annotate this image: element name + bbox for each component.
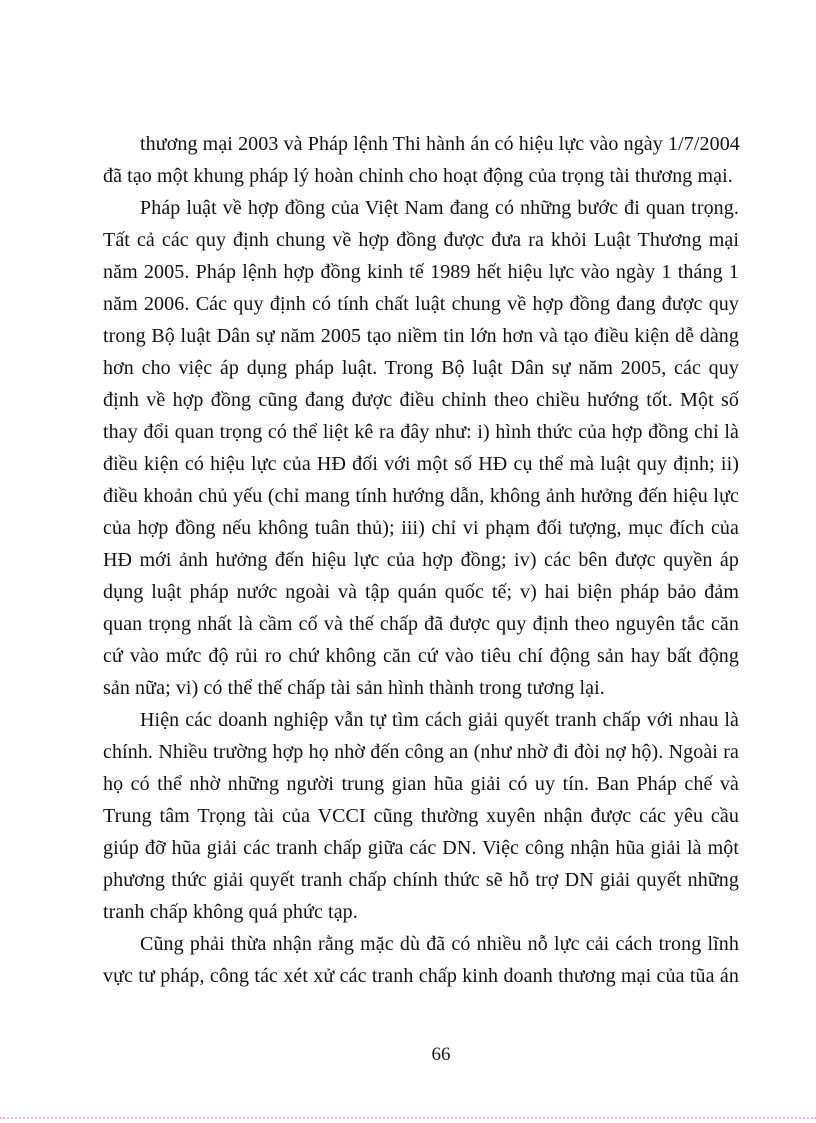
text-line: chính. Nhiều trường hợp họ nhờ đến công an (như nhờ đi đòi nợ hộ). Ngoài ra xyxy=(103,741,739,763)
text-line: phương thức giải quyết tranh chấp chính thức sẽ hỗ trợ DN giải quyết những xyxy=(103,869,739,891)
text-line: năm 2005. Pháp lệnh hợp đồng kinh tế 1989 hết hiệu lực vào ngày 1 tháng 1 xyxy=(103,261,739,283)
page-break-divider xyxy=(0,1117,816,1119)
page-footer xyxy=(66,1044,816,1066)
text-line: Trung tâm Trọng tài của VCCI cũng thường xuyên nhận được các yêu cầu xyxy=(103,805,739,827)
text-line: đã tạo một khung pháp lý hoàn chỉnh cho hoạt động của trọng tài thương mại. xyxy=(103,165,733,187)
page-number: 66 xyxy=(431,1044,451,1065)
text-line: dụng luật pháp nước ngoài và tập quán quốc tế; v) hai biện pháp bảo đảm xyxy=(103,581,739,603)
text-line: điều khoản chủ yếu (chỉ mang tính hướng dẫn, không ảnh hưởng đến hiệu lực xyxy=(103,485,739,507)
text-line: tranh chấp không quá phức tạp. xyxy=(103,901,358,923)
text-line: vực tư pháp, công tác xét xử các tranh chấp kinh doanh thương mại của tũa án xyxy=(103,965,739,987)
text-line: hơn cho việc áp dụng pháp luật. Trong Bộ luật Dân sự năm 2005, các quy xyxy=(103,357,739,379)
text-line: năm 2006. Các quy định có tính chất luật chung về hợp đồng đang được quy xyxy=(103,293,739,315)
text-line: thương mại 2003 và Pháp lệnh Thi hành án có hiệu lực vào ngày 1/7/2004 xyxy=(140,133,740,155)
text-line: thay đổi quan trọng có thể liệt kê ra đây như: i) hình thức của hợp đồng chỉ là xyxy=(103,421,739,443)
text-line: định về hợp đồng cũng đang được điều chỉnh theo chiều hướng tốt. Một số xyxy=(103,389,739,411)
text-line: Cũng phải thừa nhận rằng mặc dù đã có nhiều nỗ lực cải cách trong lĩnh xyxy=(140,933,739,955)
text-line: họ có thể nhờ những người trung gian hũa giải có uy tín. Ban Pháp chế và xyxy=(103,773,739,795)
text-line: Pháp luật về hợp đồng của Việt Nam đang có những bước đi quan trọng. xyxy=(140,197,739,219)
text-line: của hợp đồng nếu không tuân thủ); iii) chỉ vi phạm đối tượng, mục đích của xyxy=(103,517,739,539)
text-line: HĐ mới ảnh hưởng đến hiệu lực của hợp đồng; iv) các bên được quyền áp xyxy=(103,549,739,571)
text-line: cứ vào mức độ rủi ro chứ không căn cứ vào tiêu chí động sản hay bất động xyxy=(103,645,739,667)
text-block xyxy=(103,128,739,992)
text-line: Hiện các doanh nghiệp vẫn tự tìm cách giải quyết tranh chấp với nhau là xyxy=(140,709,739,731)
text-line: điều kiện có hiệu lực của HĐ đối với một số HĐ cụ thể mà luật quy định; ii) xyxy=(103,453,739,475)
text-line: quan trọng nhất là cầm cố và thế chấp đã được quy định theo nguyên tắc căn xyxy=(103,613,739,635)
text-line: Tất cả các quy định chung về hợp đồng được đưa ra khỏi Luật Thương mại xyxy=(103,229,739,251)
text-line: trong Bộ luật Dân sự năm 2005 tạo niềm tin lớn hơn và tạo điều kiện dễ dàng xyxy=(103,325,739,347)
text-line: giúp đỡ hũa giải các tranh chấp giữa các DN. Việc công nhận hũa giải là một xyxy=(103,837,739,859)
text-line: sản nữa; vi) có thể thế chấp tài sản hình thành trong tương lại. xyxy=(103,677,605,699)
